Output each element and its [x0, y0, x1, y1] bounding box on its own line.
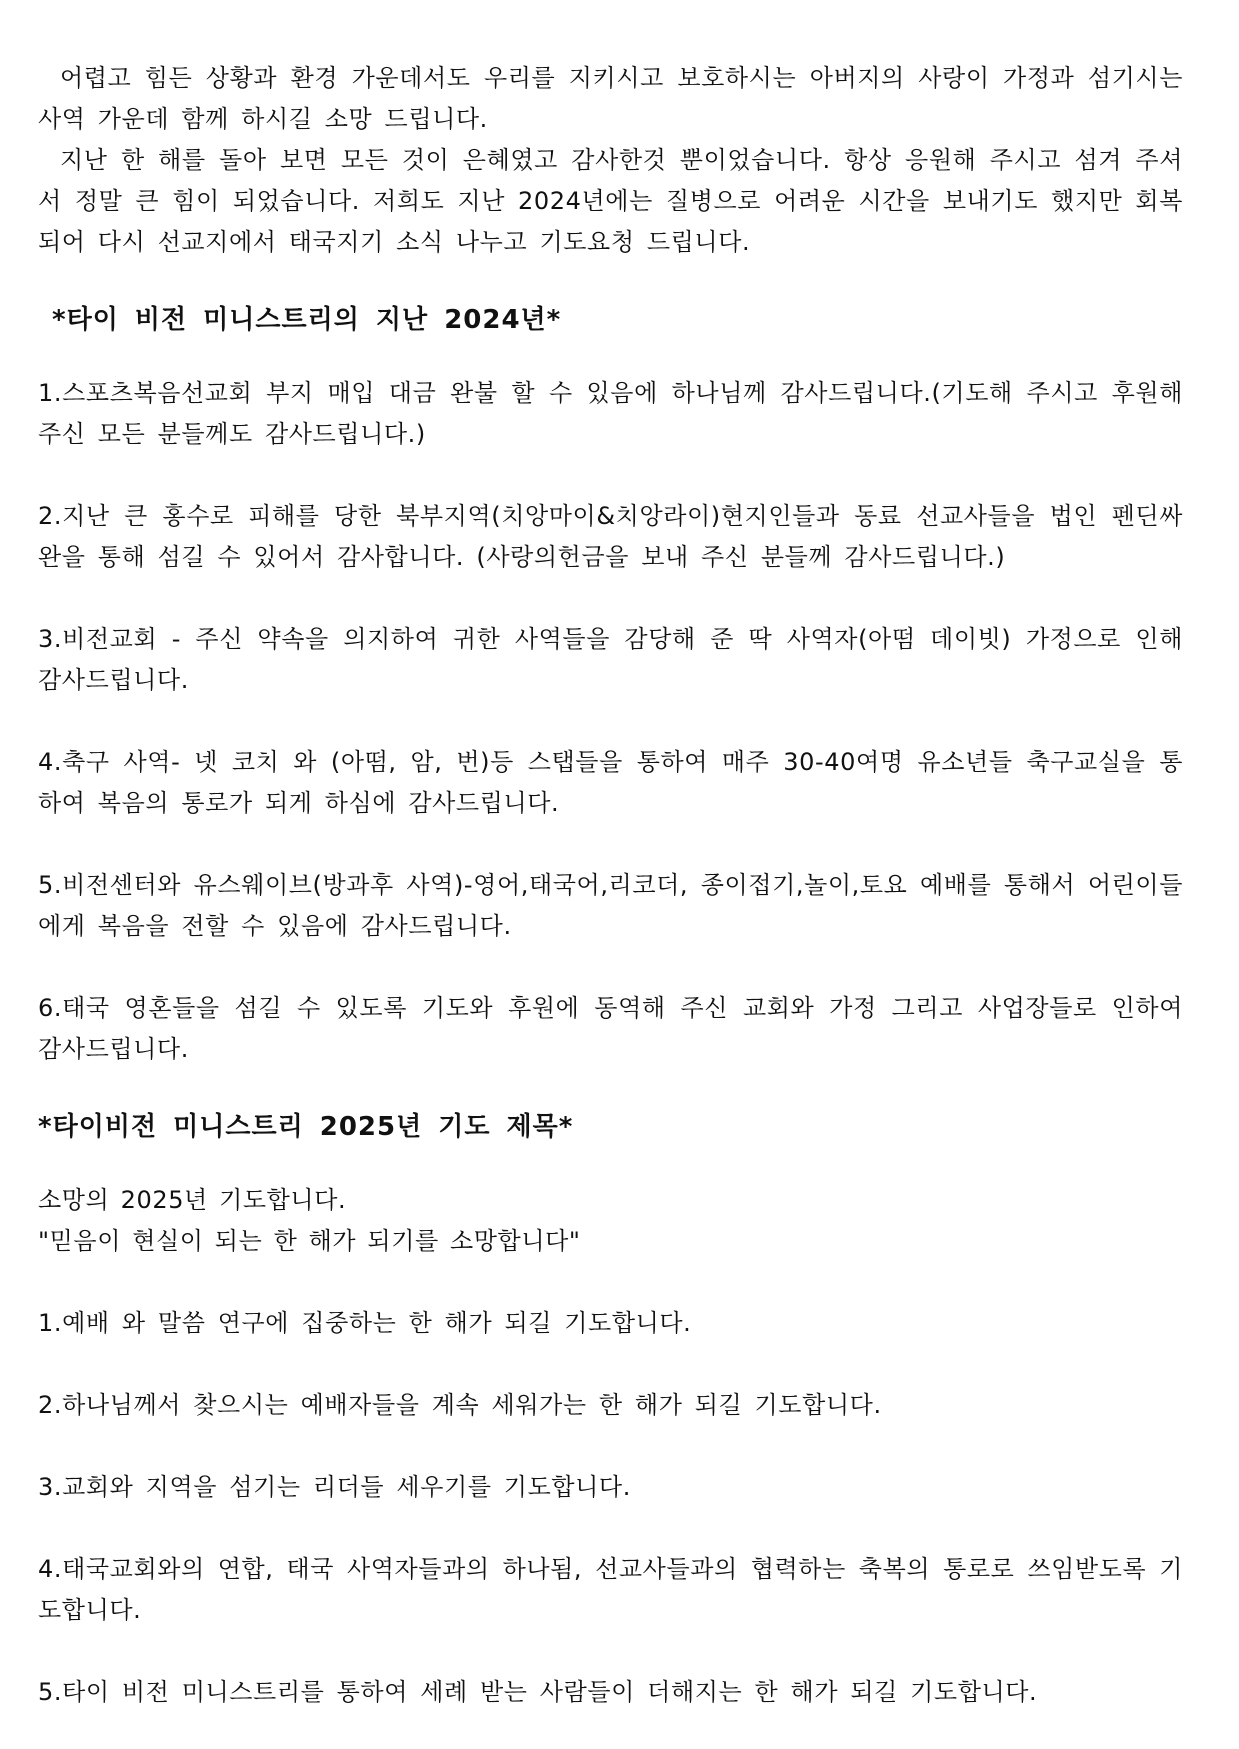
section-2024-title: *타이 비전 미니스트리의 지난 2024년*	[52, 305, 562, 335]
prayer-item-1: 1.예배 와 말씀 연구에 집중하는 한 해가 되길 기도합니다.	[38, 1309, 692, 1337]
prayer-item-4: 4.태국교회와의 연합, 태국 사역자들과의 하나됨, 선교사들과의 협력하는 축복의 통로로 쓰임받도록 기도합니다.	[38, 1555, 1183, 1624]
review-item-6: 6.태국 영혼들을 섬길 수 있도록 기도와 후원에 동역해 주신 교회와 가정 그리고 사업장들로 인하여 감사드립니다.	[38, 994, 1183, 1063]
review-item-4: 4.축구 사역- 넷 코치 와 (아떰, 암, 번)등 스탭들을 통하여 매주 30-40여명 유소년들 축구교실을 통하여 복음의 통로가 되게 하심에 감사드립니다.	[38, 748, 1183, 817]
letter-page	[38, 58, 1183, 1713]
prayer-intro-line-2: "믿음이 현실이 되는 한 해가 되기를 소망합니다"	[38, 1227, 581, 1255]
review-item-5: 5.비전센터와 유스웨이브(방과후 사역)-영어,태국어,리코더, 종이접기,놀이,토요 예배를 통해서 어린이들에게 복음을 전할 수 있음에 감사드립니다.	[38, 871, 1183, 940]
review-item-3: 3.비전교회 - 주신 약속을 의지하여 귀한 사역들을 감당해 준 딱 사역자(아떰 데이빗) 가정으로 인해 감사드립니다.	[38, 625, 1183, 694]
prayer-item-5: 5.타이 비전 미니스트리를 통하여 세례 받는 사람들이 더해지는 한 해가 되길 기도합니다.	[38, 1678, 1038, 1706]
intro-paragraph-2: 지난 한 해를 돌아 보면 모든 것이 은혜였고 감사한것 뿐이었습니다. 항상 응원해 주시고 섬겨 주셔서 정말 큰 힘이 되었습니다. 저희도 지난 2024년에는 질병으로 어려운 시간을 보내기도 했지만 회복되어 다시 선교지에서 태국지기 소식 나누고 기도요청 드립니다.	[38, 146, 1183, 256]
section-2025-title: *타이비전 미니스트리 2025년 기도 제목*	[38, 1112, 574, 1142]
review-item-1: 1.스포츠복음선교회 부지 매입 대금 완불 할 수 있음에 하나님께 감사드립니다.(기도해 주시고 후원해 주신 모든 분들께도 감사드립니다.)	[38, 379, 1183, 448]
prayer-item-3: 3.교회와 지역을 섬기는 리더들 세우기를 기도합니다.	[38, 1473, 631, 1501]
intro-paragraph-1: 어렵고 힘든 상황과 환경 가운데서도 우리를 지키시고 보호하시는 아버지의 사랑이 가정과 섬기시는 사역 가운데 함께 하시길 소망 드립니다.	[38, 64, 1183, 133]
prayer-item-2: 2.하나님께서 찾으시는 예배자들을 계속 세워가는 한 해가 되길 기도합니다.	[38, 1391, 882, 1419]
review-item-2: 2.지난 큰 홍수로 피해를 당한 북부지역(치앙마이&치앙라이)현지인들과 동료 선교사들을 법인 펜딘싸완을 통해 섬길 수 있어서 감사합니다. (사랑의헌금을 보내 주신 분들께 감사드립니다.)	[38, 502, 1183, 571]
prayer-intro-line-1: 소망의 2025년 기도합니다.	[38, 1186, 347, 1214]
